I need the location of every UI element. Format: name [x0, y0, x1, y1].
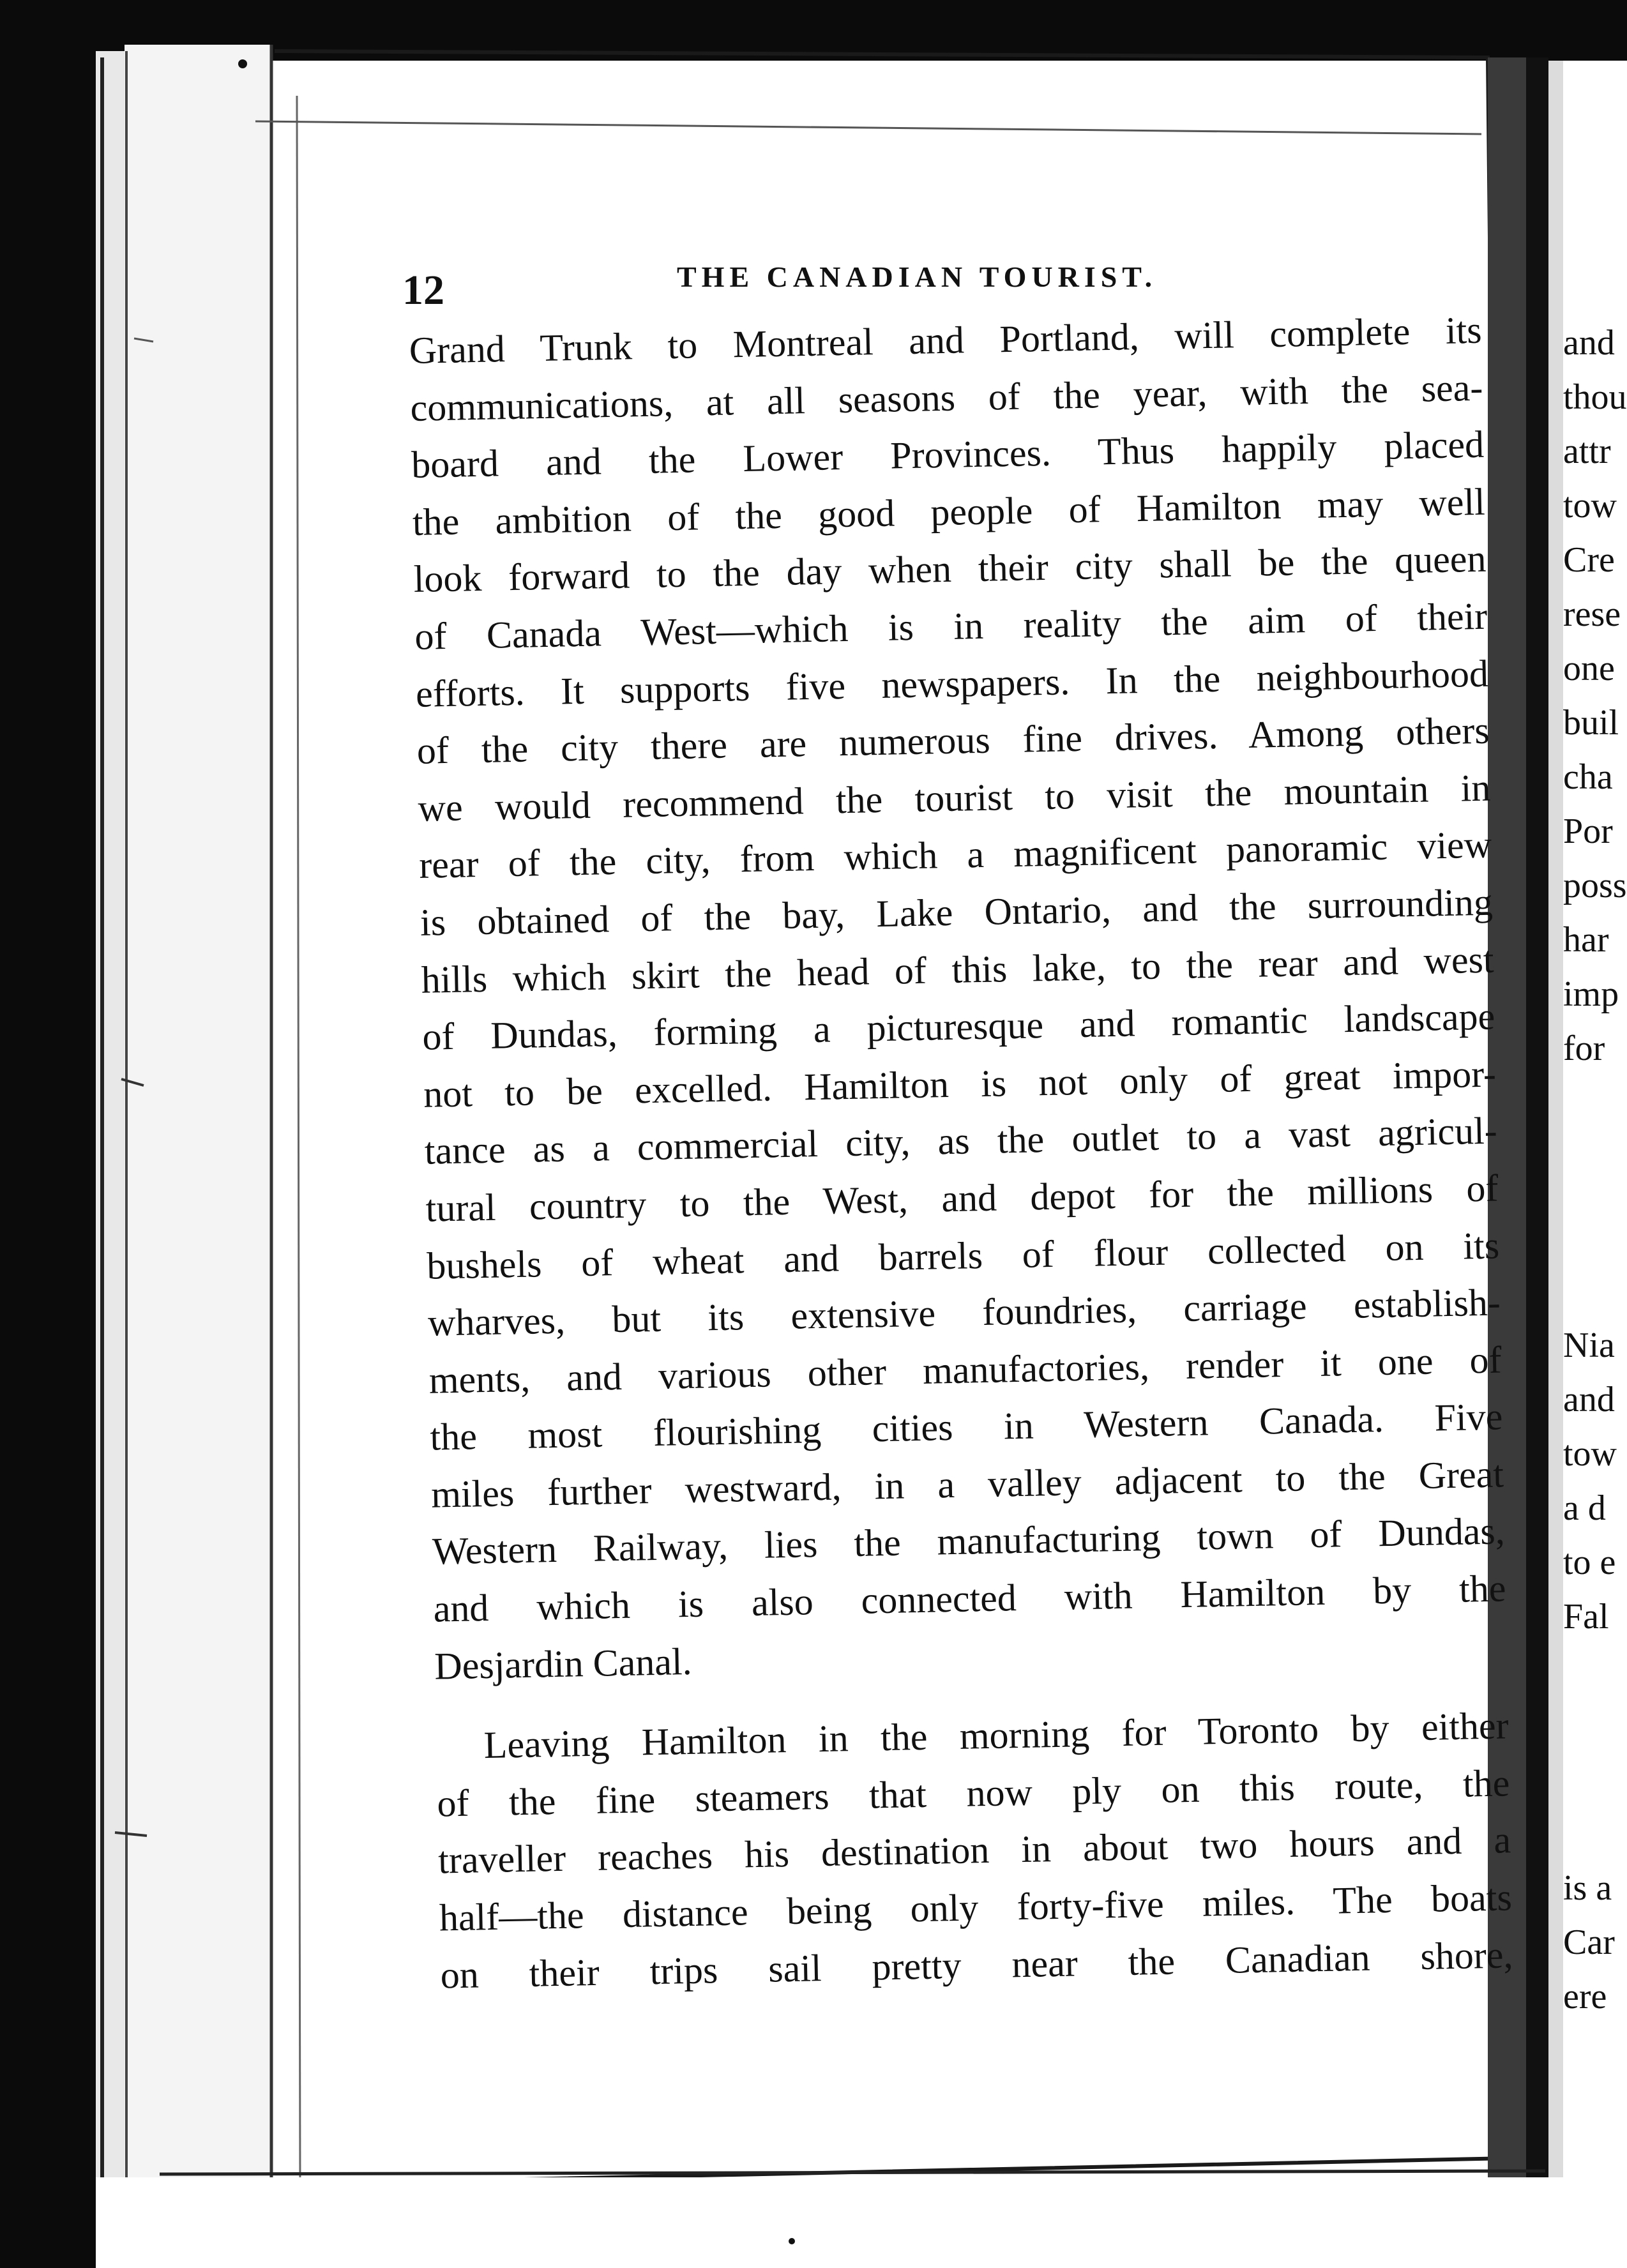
next-page-fragment: rese [1563, 594, 1621, 634]
text-line: rear of the city, from which a magnificent panoramic view [418, 823, 1492, 887]
text-line: we would recommend the tourist to visit the mountain in [417, 766, 1491, 829]
text-line: of the fine steamers that now ply on this route, the [436, 1762, 1510, 1825]
next-page-fragment: Por [1563, 812, 1613, 851]
text-line: on their trips sail pretty near the Canadian shore, [440, 1933, 1514, 1997]
next-page-fragment: buil [1563, 703, 1619, 743]
page-number: 12 [402, 267, 444, 314]
next-page-fragment: tow [1563, 1434, 1617, 1474]
text-line: communications, at all seasons of the year, with the sea- [409, 366, 1483, 429]
text-line: hills which skirt the head of this lake, to the rear and west [421, 938, 1495, 1001]
text-line: is obtained of the bay, Lake Ontario, and the surrounding [420, 881, 1494, 944]
text-line: miles further westward, in a valley adjacent to the Great [430, 1453, 1504, 1516]
page-header [402, 252, 1169, 316]
text-line: Leaving Hamilton in the morning for Toronto by either [483, 1704, 1510, 1767]
text-line: and which is also connected with Hamilton by the [433, 1567, 1507, 1630]
next-page-fragment: Car [1563, 1923, 1615, 1962]
text-line: half—the distance being only forty-five miles. The boats [439, 1876, 1513, 1939]
next-page-fragment: attr [1563, 432, 1611, 471]
text-line: ments, and various other manufactories, render it one of [428, 1338, 1502, 1402]
next-page-fragment: poss [1563, 866, 1627, 905]
next-page-fragment: thou [1563, 377, 1627, 417]
next-page-fragment: is a [1563, 1868, 1612, 1908]
next-page-fragment: imp [1563, 974, 1619, 1014]
text-line: Desjardin Canal. [434, 1640, 693, 1688]
next-page-fragment: ere [1563, 1977, 1607, 2016]
text-line: efforts. It supports five newspapers. In the neighbourhood [415, 652, 1489, 715]
next-page-fragment: and [1563, 323, 1615, 363]
text-line: wharves, but its extensive foundries, carriage establish- [427, 1281, 1501, 1344]
next-page-fragment: tow [1563, 486, 1617, 525]
next-page-fragment: for [1563, 1029, 1605, 1068]
next-page-fragment: Nia [1563, 1326, 1615, 1365]
text-line: bushels of wheat and barrels of flour collected on its [426, 1223, 1500, 1287]
text-line: look forward to the day when their city shall be the queen [413, 538, 1487, 601]
text-line: of the city there are numerous fine drives. Among others [416, 709, 1490, 773]
text-line: the most flourishing cities in Western Canada. Five [429, 1395, 1503, 1458]
text-line: Grand Trunk to Montreal and Portland, will complete its [409, 308, 1483, 372]
text-line: tance as a commercial city, as the outlet to a vast agricul- [424, 1109, 1498, 1173]
next-page-fragment: cha [1563, 757, 1613, 797]
text-line: of Dundas, forming a picturesque and romantic landscape [421, 995, 1495, 1058]
next-page-edge [1563, 0, 1627, 2268]
text-line: of Canada West—which is in reality the aim of their [414, 594, 1488, 658]
next-page-fragment: Fal [1563, 1597, 1609, 1637]
text-line: tural country to the West, and depot for the millions of [425, 1167, 1499, 1230]
text-line: the ambition of the good people of Hamilton may well [412, 480, 1486, 543]
next-page-fragment: Cre [1563, 540, 1615, 580]
text-line: Western Railway, lies the manufacturing town of Dundas, [432, 1509, 1506, 1573]
body-text [409, 302, 1513, 2004]
text-line: not to be excelled. Hamilton is not only of great impor- [423, 1052, 1497, 1115]
text-line: traveller reaches his destination in about two hours and a [437, 1818, 1511, 1882]
next-page-fragment: a d [1563, 1488, 1606, 1528]
text-line: board and the Lower Provinces. Thus happily placed [411, 423, 1485, 487]
next-page-fragment: to e [1563, 1543, 1616, 1582]
next-page-fragment: and [1563, 1380, 1615, 1419]
running-title: THE CANADIAN TOURIST. [677, 261, 1158, 293]
next-page-fragment: har [1563, 920, 1609, 960]
next-page-fragment: one [1563, 649, 1615, 688]
